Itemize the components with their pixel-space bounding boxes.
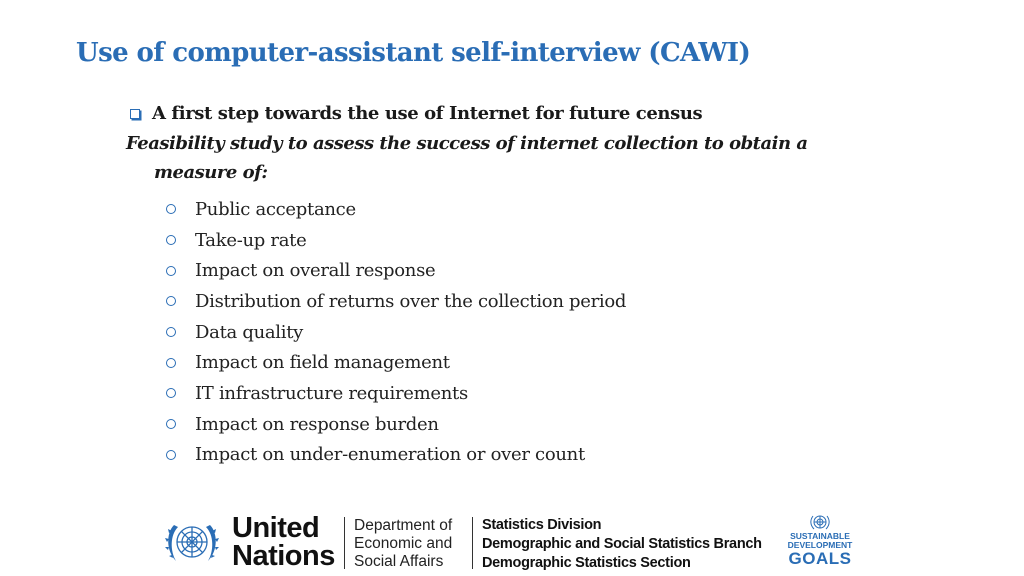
subtitle-line-2: measure of:: [154, 162, 268, 183]
circle-bullet-icon: [166, 450, 176, 460]
list-item: Data quality: [164, 317, 626, 348]
measure-list: [164, 194, 626, 470]
un-wordmark: United Nations: [232, 512, 335, 572]
list-item: IT infrastructure requirements: [164, 378, 626, 409]
sdg-emblem-icon: [809, 512, 831, 532]
list-item: Impact on under-enumeration or over count: [164, 440, 626, 471]
page-title: Use of computer-assistant self-interview (CAWI): [76, 38, 751, 68]
circle-bullet-icon: [166, 419, 176, 429]
list-item: Take-up rate: [164, 225, 626, 256]
sdg-logo: SUSTAINABLE DEVELOPMENT GOALS: [784, 512, 856, 572]
divider: [344, 517, 345, 569]
statistics-division-text: Statistics Division Demographic and Social Statistics Branch Demographic Statistics Section: [482, 517, 762, 571]
divider: [472, 517, 473, 569]
list-item: Impact on response burden: [164, 409, 626, 440]
list-item: Impact on overall response: [164, 255, 626, 286]
circle-bullet-icon: [166, 327, 176, 337]
desa-wordmark: Department of Economic and Social Affairs: [354, 517, 453, 570]
subtitle-line-1: Feasibility study to assess the success of internet collection to obtain a: [126, 133, 808, 154]
lead-text: A first step towards the use of Internet for future census: [152, 103, 703, 124]
circle-bullet-icon: [166, 204, 176, 214]
circle-bullet-icon: [166, 296, 176, 306]
list-item: Public acceptance: [164, 194, 626, 225]
lead-bullet: [130, 103, 702, 124]
list-item: Distribution of returns over the collection period: [164, 286, 626, 317]
circle-bullet-icon: [166, 388, 176, 398]
checkbox-icon: [130, 109, 140, 119]
circle-bullet-icon: [166, 266, 176, 276]
un-emblem-icon: [160, 515, 224, 571]
circle-bullet-icon: [166, 235, 176, 245]
footer: [160, 512, 860, 572]
circle-bullet-icon: [166, 358, 176, 368]
list-item: Impact on field management: [164, 347, 626, 378]
